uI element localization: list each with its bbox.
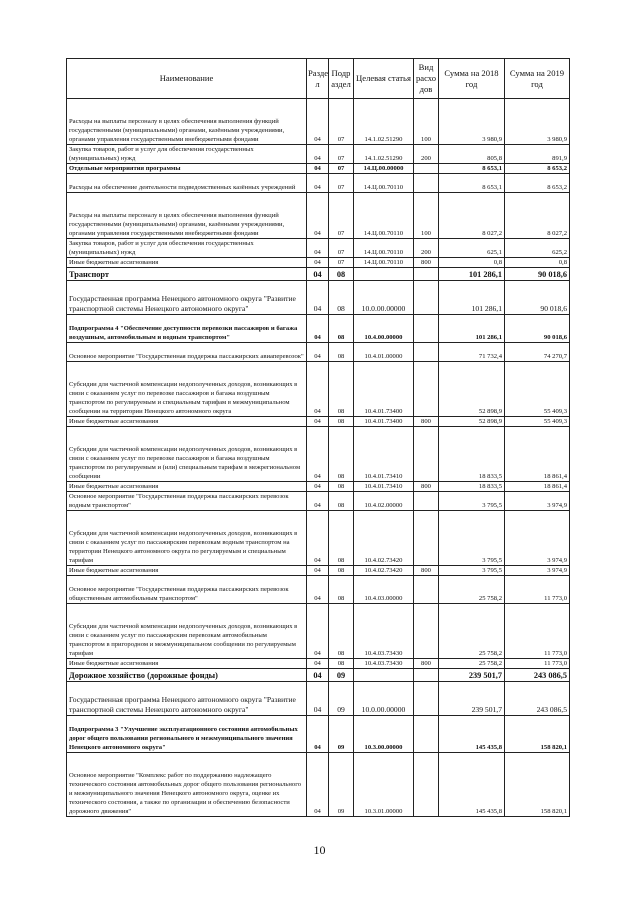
row-name: Расходы на выплаты персоналу в целях обеспечения выполнения функций государственными (муниципальными) органами, казёнными учреждениями, органами управления государственными внебюджетными фондами	[67, 193, 307, 239]
row-sum-2018: 145 435,8	[439, 716, 505, 753]
table-row	[67, 492, 570, 511]
row-name: Иные бюджетные ассигнования	[67, 566, 307, 576]
row-podrazdel: 09	[329, 669, 354, 682]
row-podrazdel: 09	[329, 716, 354, 753]
table-row	[67, 576, 570, 604]
row-razdel: 04	[307, 343, 329, 362]
table-row	[67, 511, 570, 566]
row-razdel: 04	[307, 566, 329, 576]
row-sum-2018: 25 758,2	[439, 604, 505, 659]
column-header-target-article: Целевая статья	[354, 59, 414, 99]
table-row	[67, 145, 570, 164]
row-podrazdel: 08	[329, 482, 354, 492]
row-expense-type	[414, 511, 439, 566]
row-target-article: 10.4.02.00000	[354, 492, 414, 511]
row-name: Государственная программа Ненецкого автономного округа "Развитие транспортной системы Ненецкого автономного округа"	[67, 281, 307, 315]
row-sum-2018: 18 833,5	[439, 427, 505, 482]
row-podrazdel: 07	[329, 99, 354, 145]
table-row	[67, 604, 570, 659]
row-name: Иные бюджетные ассигнования	[67, 659, 307, 669]
row-expense-type	[414, 174, 439, 193]
row-name: Подпрограмма 3 "Улучшение эксплуатационного состояния автомобильных дорог общего пользования регионального и межмуниципального значения Ненецкого автономного округа"	[67, 716, 307, 753]
column-header-sum-2019: Сумма на 2019 год	[505, 59, 570, 99]
row-podrazdel: 08	[329, 362, 354, 417]
row-expense-type: 200	[414, 239, 439, 258]
row-expense-type: 200	[414, 145, 439, 164]
row-target-article	[354, 268, 414, 281]
row-expense-type	[414, 315, 439, 343]
row-target-article: 10.3.00.00000	[354, 716, 414, 753]
table-row	[67, 659, 570, 669]
row-podrazdel: 08	[329, 511, 354, 566]
row-expense-type: 800	[414, 258, 439, 268]
row-name: Закупка товаров, работ и услуг для обеспечения государственных (муниципальных) нужд	[67, 145, 307, 164]
row-target-article: 10.4.03.73430	[354, 604, 414, 659]
row-name: Закупка товаров, работ и услуг для обеспечения государственных (муниципальных) нужд	[67, 239, 307, 258]
row-podrazdel: 07	[329, 239, 354, 258]
row-sum-2019: 18 861,4	[505, 427, 570, 482]
table-row	[67, 258, 570, 268]
row-razdel: 04	[307, 427, 329, 482]
row-sum-2018: 239 501,7	[439, 669, 505, 682]
row-sum-2019: 625,2	[505, 239, 570, 258]
row-name: Государственная программа Ненецкого автономного округа "Развитие транспортной системы Ненецкого автономного округа"	[67, 682, 307, 716]
row-expense-type	[414, 576, 439, 604]
row-sum-2018: 25 758,2	[439, 576, 505, 604]
row-expense-type	[414, 343, 439, 362]
table-row	[67, 343, 570, 362]
row-razdel: 04	[307, 492, 329, 511]
row-razdel: 04	[307, 604, 329, 659]
row-target-article: 14.1.02.51290	[354, 145, 414, 164]
row-name: Отдельные мероприятия программы	[67, 164, 307, 174]
row-target-article: 14.Ц.00.70110	[354, 193, 414, 239]
row-podrazdel: 08	[329, 427, 354, 482]
row-sum-2019: 8 653,2	[505, 164, 570, 174]
row-target-article: 10.4.02.73420	[354, 566, 414, 576]
row-target-article: 14.Ц.00.70110	[354, 174, 414, 193]
row-target-article: 10.4.02.73420	[354, 511, 414, 566]
row-sum-2018: 71 732,4	[439, 343, 505, 362]
row-target-article: 10.0.00.00000	[354, 281, 414, 315]
table-row	[67, 164, 570, 174]
row-sum-2019: 11 773,0	[505, 659, 570, 669]
table-row	[67, 417, 570, 427]
table-row	[67, 174, 570, 193]
row-sum-2019: 3 980,9	[505, 99, 570, 145]
table-header-row	[67, 59, 570, 99]
row-sum-2019: 891,9	[505, 145, 570, 164]
row-name: Иные бюджетные ассигнования	[67, 417, 307, 427]
row-target-article: 10.4.03.00000	[354, 576, 414, 604]
row-name: Основное мероприятие "Государственная поддержка пассажирских авиаперевозок"	[67, 343, 307, 362]
row-sum-2018: 8 653,1	[439, 174, 505, 193]
row-name: Подпрограмма 4 "Обеспечение доступности перевозки пассажиров и багажа воздушным, автомобильным и водным транспортом"	[67, 315, 307, 343]
row-podrazdel: 07	[329, 193, 354, 239]
row-sum-2019: 55 409,3	[505, 362, 570, 417]
row-sum-2018: 3 795,5	[439, 511, 505, 566]
row-sum-2018: 3 980,9	[439, 99, 505, 145]
row-expense-type: 800	[414, 417, 439, 427]
row-sum-2019: 90 018,6	[505, 315, 570, 343]
row-podrazdel: 08	[329, 268, 354, 281]
row-razdel: 04	[307, 482, 329, 492]
row-razdel: 04	[307, 576, 329, 604]
row-sum-2019: 3 974,9	[505, 566, 570, 576]
row-sum-2018: 0,8	[439, 258, 505, 268]
column-header-expense-type: Вид расхо дов	[414, 59, 439, 99]
row-expense-type	[414, 669, 439, 682]
row-razdel: 04	[307, 164, 329, 174]
row-sum-2019: 3 974,9	[505, 511, 570, 566]
row-sum-2018: 52 898,9	[439, 417, 505, 427]
column-header-podrazdel: Подр аздел	[329, 59, 354, 99]
row-target-article: 10.4.01.73400	[354, 362, 414, 417]
table-row	[67, 427, 570, 482]
row-razdel: 04	[307, 669, 329, 682]
row-expense-type	[414, 604, 439, 659]
row-sum-2019: 90 018,6	[505, 268, 570, 281]
row-podrazdel: 08	[329, 281, 354, 315]
row-sum-2018: 18 833,5	[439, 482, 505, 492]
row-sum-2019: 55 409,3	[505, 417, 570, 427]
row-expense-type	[414, 268, 439, 281]
column-header-sum-2018: Сумма на 2018 год	[439, 59, 505, 99]
budget-table	[66, 58, 570, 817]
row-name: Транспорт	[67, 268, 307, 281]
row-target-article: 10.4.00.00000	[354, 315, 414, 343]
row-podrazdel: 07	[329, 174, 354, 193]
row-name: Расходы на обеспечение деятельности подведомственных казённых учреждений	[67, 174, 307, 193]
row-sum-2018: 101 286,1	[439, 281, 505, 315]
row-razdel: 04	[307, 193, 329, 239]
row-target-article: 14.Ц.00.70110	[354, 258, 414, 268]
row-expense-type	[414, 682, 439, 716]
row-expense-type	[414, 164, 439, 174]
table-row	[67, 753, 570, 817]
row-expense-type: 100	[414, 193, 439, 239]
table-row	[67, 239, 570, 258]
row-podrazdel: 08	[329, 604, 354, 659]
row-sum-2018: 25 758,2	[439, 659, 505, 669]
row-target-article: 14.Ц.00.70110	[354, 239, 414, 258]
row-sum-2018: 3 795,5	[439, 492, 505, 511]
table-row	[67, 281, 570, 315]
row-razdel: 04	[307, 268, 329, 281]
row-sum-2018: 625,1	[439, 239, 505, 258]
row-podrazdel: 07	[329, 145, 354, 164]
row-target-article: 10.4.01.73400	[354, 417, 414, 427]
row-sum-2018: 52 898,9	[439, 362, 505, 417]
row-name: Субсидии для частичной компенсации недополученных доходов, возникающих в связи с оказанием услуг по перевозке пассажиров и багажа воздушным транспортом по регулируемым и (или) специальным тарифам в межрегиональном сообщении	[67, 427, 307, 482]
table-row	[67, 566, 570, 576]
row-sum-2019: 158 820,1	[505, 716, 570, 753]
row-razdel: 04	[307, 659, 329, 669]
row-podrazdel: 07	[329, 164, 354, 174]
row-target-article: 10.4.01.73410	[354, 427, 414, 482]
row-sum-2018: 805,8	[439, 145, 505, 164]
table-row	[67, 682, 570, 716]
row-expense-type	[414, 716, 439, 753]
row-podrazdel: 07	[329, 258, 354, 268]
column-header-razdel: Разде л	[307, 59, 329, 99]
row-razdel: 04	[307, 315, 329, 343]
row-razdel: 04	[307, 511, 329, 566]
row-razdel: 04	[307, 362, 329, 417]
row-sum-2019: 8 027,2	[505, 193, 570, 239]
table-row	[67, 669, 570, 682]
row-name: Основное мероприятие "Государственная поддержка пассажирских перевозок водным транспортом"	[67, 492, 307, 511]
row-sum-2019: 3 974,9	[505, 492, 570, 511]
row-sum-2019: 0,8	[505, 258, 570, 268]
row-name: Иные бюджетные ассигнования	[67, 482, 307, 492]
row-sum-2018: 101 286,1	[439, 315, 505, 343]
row-target-article: 10.4.01.00000	[354, 343, 414, 362]
table-row	[67, 482, 570, 492]
row-name: Основное мероприятие "Комплекс работ по поддержанию надлежащего технического состояния автомобильных дорог общего пользования регионального и межмуниципального значения Ненецкого автономного округа, оценке их технического состояния, а также по организации и обеспечению безопасности дорожного движения"	[67, 753, 307, 817]
row-razdel: 04	[307, 281, 329, 315]
row-podrazdel: 09	[329, 753, 354, 817]
row-podrazdel: 08	[329, 492, 354, 511]
table-row	[67, 193, 570, 239]
row-sum-2019: 18 861,4	[505, 482, 570, 492]
row-razdel: 04	[307, 417, 329, 427]
row-expense-type	[414, 492, 439, 511]
row-sum-2019: 243 086,5	[505, 669, 570, 682]
row-expense-type	[414, 362, 439, 417]
row-razdel: 04	[307, 174, 329, 193]
row-name: Субсидии для частичной компенсации недополученных доходов, возникающих в связи с оказанием услуг по пассажирским перевозкам автомобильным транспортом в пригородном и межмуниципальном сообщении по регулируемым тарифам	[67, 604, 307, 659]
row-name: Дорожное хозяйство (дорожные фонды)	[67, 669, 307, 682]
table-row	[67, 315, 570, 343]
row-razdel: 04	[307, 99, 329, 145]
row-sum-2019: 74 270,7	[505, 343, 570, 362]
row-razdel: 04	[307, 239, 329, 258]
row-target-article: 10.0.00.00000	[354, 682, 414, 716]
row-expense-type	[414, 753, 439, 817]
row-sum-2018: 8 027,2	[439, 193, 505, 239]
row-name: Иные бюджетные ассигнования	[67, 258, 307, 268]
row-name: Расходы на выплаты персоналу в целях обеспечения выполнения функций государственными (муниципальными) органами, казёнными учреждениями, органами управления государственными внебюджетными фондами	[67, 99, 307, 145]
row-expense-type: 800	[414, 482, 439, 492]
row-target-article: 10.3.01.00000	[354, 753, 414, 817]
row-sum-2018: 101 286,1	[439, 268, 505, 281]
row-expense-type	[414, 281, 439, 315]
row-razdel: 04	[307, 258, 329, 268]
row-expense-type	[414, 427, 439, 482]
column-header-name: Наименование	[67, 59, 307, 99]
row-sum-2018: 239 501,7	[439, 682, 505, 716]
row-podrazdel: 08	[329, 576, 354, 604]
row-razdel: 04	[307, 682, 329, 716]
row-name: Субсидии для частичной компенсации недополученных доходов, возникающих в связи с оказанием услуг по перевозке пассажиров и багажа воздушным транспортом по регулируемым и специальным тарифам в межмуниципальном сообщении на территории Ненецкого автономного округа	[67, 362, 307, 417]
row-sum-2019: 158 820,1	[505, 753, 570, 817]
row-sum-2019: 11 773,0	[505, 604, 570, 659]
row-razdel: 04	[307, 753, 329, 817]
table-row	[67, 716, 570, 753]
row-sum-2019: 8 653,2	[505, 174, 570, 193]
row-podrazdel: 08	[329, 417, 354, 427]
row-razdel: 04	[307, 716, 329, 753]
row-sum-2019: 90 018,6	[505, 281, 570, 315]
row-target-article: 14.1.02.51290	[354, 99, 414, 145]
row-podrazdel: 08	[329, 315, 354, 343]
row-podrazdel: 09	[329, 682, 354, 716]
page-number: 10	[313, 843, 326, 857]
row-podrazdel: 08	[329, 566, 354, 576]
row-name: Субсидии для частичной компенсации недополученных доходов, возникающих в связи с оказанием услуг по пассажирским перевозкам водным транспортом на территории Ненецкого автономного округа по регулируемым и специальным тарифам	[67, 511, 307, 566]
row-target-article	[354, 669, 414, 682]
row-sum-2018: 145 435,8	[439, 753, 505, 817]
row-sum-2018: 8 653,1	[439, 164, 505, 174]
table-row	[67, 362, 570, 417]
row-target-article: 10.4.03.73430	[354, 659, 414, 669]
row-name: Основное мероприятие "Государственная поддержка пассажирских перевозок общественным автомобильным транспортом"	[67, 576, 307, 604]
row-expense-type: 800	[414, 566, 439, 576]
row-expense-type: 100	[414, 99, 439, 145]
row-expense-type: 800	[414, 659, 439, 669]
row-podrazdel: 08	[329, 343, 354, 362]
table-row	[67, 268, 570, 281]
row-sum-2019: 243 086,5	[505, 682, 570, 716]
row-podrazdel: 08	[329, 659, 354, 669]
row-razdel: 04	[307, 145, 329, 164]
row-target-article: 14.Ц.00.00000	[354, 164, 414, 174]
row-target-article: 10.4.01.73410	[354, 482, 414, 492]
table-row	[67, 99, 570, 145]
row-sum-2019: 11 773,0	[505, 576, 570, 604]
row-sum-2018: 3 795,5	[439, 566, 505, 576]
